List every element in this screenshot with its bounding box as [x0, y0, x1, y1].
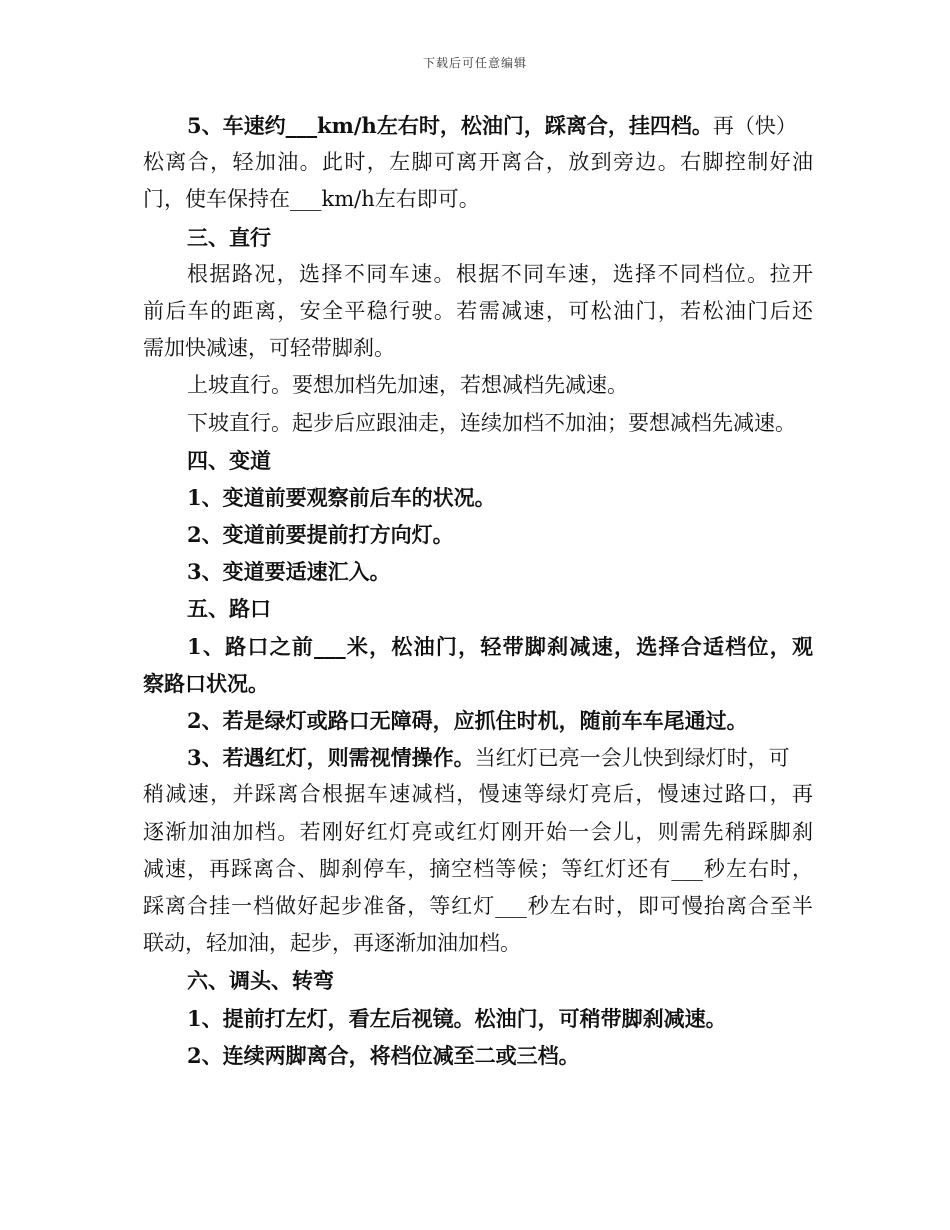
- document-body: [143, 107, 813, 1074]
- list-item: [143, 739, 813, 776]
- text-line: 稍减速，并踩离合根据车速减档，慢速等绿灯亮后，慢速过路口，再: [143, 782, 813, 807]
- text-line: 减速，再踩离合、脚刹停车，摘空档等候；等红灯还有___秒左右时，: [143, 856, 813, 881]
- section-heading: 三、直行: [187, 224, 271, 250]
- page-header: 下载后可任意编辑: [422, 56, 527, 70]
- text-line: 上坡直行。要想加档先加速，若想减档先减速。: [187, 373, 628, 398]
- text-line: 逐渐加油加档。若刚好红灯亮或红灯刚开始一会儿，则需先稍踩脚刹: [143, 819, 813, 844]
- section-heading: 四、变道: [187, 447, 271, 473]
- bold-text: 5、车速约___km/h左右时，松油门，踩离合，挂四档。: [187, 113, 713, 138]
- list-item: 1、提前打左灯，看左后视镜。松油门，可稍带脚刹减速。: [187, 1005, 727, 1031]
- text-line: 察路口状况。: [143, 670, 269, 696]
- text-line: 松离合，轻加油。此时，左脚可离开离合，放到旁边。右脚控制好油: [143, 150, 813, 175]
- text-line: 下坡直行。起步后应跟油走，连续加档不加油；要想减档先减速。: [187, 410, 796, 435]
- bold-text: 3、若遇红灯，则需视情操作。: [187, 745, 475, 771]
- text-line: 门，使车保持在___km/h左右即可。: [143, 187, 480, 212]
- text-line: 前后车的距离，安全平稳行驶。若需减速，可松油门，若松油门后还: [143, 298, 813, 323]
- text-line: [143, 107, 813, 144]
- text-line: 需加快减速，可轻带脚刹。: [143, 336, 395, 361]
- list-item: 1、变道前要观察前后车的状况。: [187, 484, 496, 510]
- section-heading: 六、调头、转弯: [187, 968, 334, 994]
- list-item: 2、变道前要提前打方向灯。: [187, 522, 454, 548]
- text-line: 踩离合挂一档做好起步准备，等红灯___秒左右时，即可慢抬离合至半: [143, 893, 813, 918]
- normal-text: 再（快）: [712, 114, 797, 138]
- list-item: 3、变道要适速汇入。: [187, 559, 391, 585]
- text-line: 联动，轻加油，起步，再逐渐加油加档。: [143, 931, 521, 956]
- list-item: 1、路口之前___米，松油门，轻带脚刹减速，选择合适档位，观: [187, 633, 813, 659]
- list-item: 2、若是绿灯或路口无障碍，应抓住时机，随前车车尾通过。: [187, 708, 748, 733]
- list-item: 2、连续两脚离合，将档位减至二或三档。: [187, 1042, 580, 1068]
- section-heading: 五、路口: [187, 596, 271, 622]
- normal-text: 当红灯已亮一会儿快到绿灯时，可: [474, 746, 790, 771]
- text-line: 根据路况，选择不同车速。根据不同车速，选择不同档位。拉开: [187, 261, 813, 286]
